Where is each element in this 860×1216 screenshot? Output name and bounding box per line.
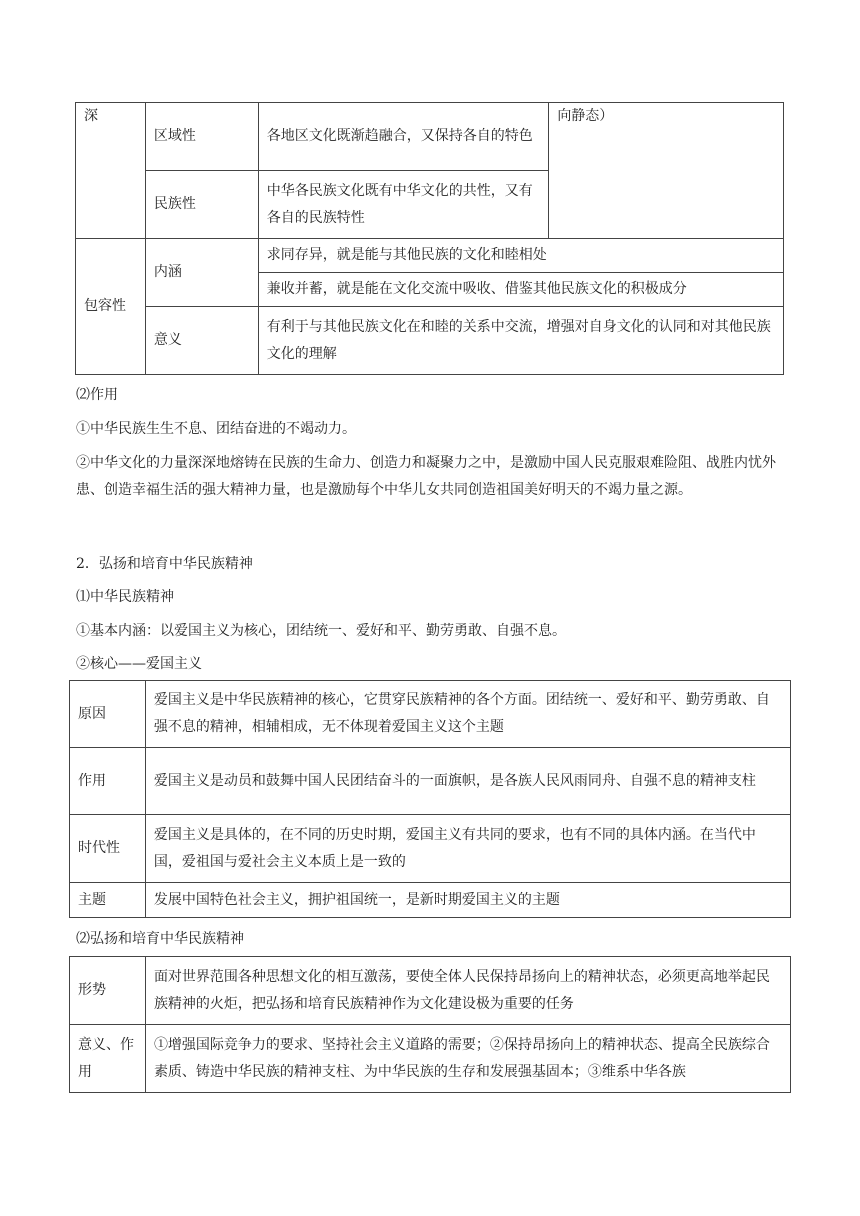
connotation-item-1: 求同存异，就是能与其他民族的文化和睦相处 — [258, 239, 783, 273]
row-text: 面对世界范围各种思想文化的相互激荡，要使全体人民保持昂扬向上的精神状态，必须更高地举起民族精神的火炬，把弘扬和培育民族精神作为文化建设极为重要的任务 — [145, 957, 790, 1025]
regional-text: 各地区文化既渐趋融合，又保持各自的特色 — [258, 103, 549, 171]
row-label: 形势 — [70, 957, 146, 1025]
row-text: 爱国主义是具体的，在不同的历史时期，爱国主义有共同的要求，也有不同的具体内涵。在当代中国，爱祖国与爱社会主义本质上是一致的 — [145, 815, 790, 883]
row-text: 发展中国特色社会主义，拥护祖国统一，是新时期爱国主义的主题 — [145, 883, 790, 918]
subheading-promote: ⑵弘扬和培育中华民族精神 — [76, 931, 244, 947]
subheading-national-spirit: ⑴中华民族精神 — [76, 589, 174, 605]
connotation-label: 内涵 — [145, 239, 258, 307]
row-text: 爱国主义是动员和鼓舞中国人民团结奋斗的一面旗帜，是各族人民风雨同舟、自强不息的精神支柱 — [145, 748, 790, 815]
meaning-text: 有利于与其他民族文化在和睦的关系中交流，增强对自身文化的认同和对其他民族文化的理解 — [258, 307, 783, 375]
ethnic-label: 民族性 — [145, 171, 258, 239]
inclusive-label: 包容性 — [76, 239, 146, 375]
paragraph-basic-connotation: ①基本内涵：以爱国主义为核心，团结统一、爱好和平、勤劳勇敢、自强不息。 — [76, 623, 566, 639]
paragraph-core-patriotism: ②核心——爱国主义 — [76, 656, 202, 672]
row-label: 作用 — [70, 748, 146, 815]
deep-cell — [76, 103, 146, 239]
ethnic-text: 中华各民族文化既有中华文化的共性，又有各自的民族特性 — [258, 171, 549, 239]
right-note-cell — [549, 103, 784, 239]
row-label: 时代性 — [70, 815, 146, 883]
heading-promote-spirit: 2．弘扬和培育中华民族精神 — [76, 556, 253, 572]
right-note-text: 向静态） — [557, 108, 614, 124]
deep-label: 深 — [84, 108, 98, 124]
section-heading-function: ⑵作用 — [76, 387, 118, 403]
meaning-label: 意义 — [145, 307, 258, 375]
promote-spirit-table — [69, 956, 791, 1093]
row-label: 意义、作用 — [70, 1025, 146, 1093]
culture-features-table — [75, 102, 784, 375]
paragraph-function-1: ①中华民族生生不息、团结奋进的不竭动力。 — [76, 421, 356, 437]
row-label: 原因 — [70, 681, 146, 748]
connotation-item-2: 兼收并蓄，就是能在文化交流中吸收、借鉴其他民族文化的积极成分 — [258, 273, 783, 307]
regional-label: 区域性 — [145, 103, 258, 171]
row-label: 主题 — [70, 883, 146, 918]
patriotism-table — [69, 680, 791, 918]
paragraph-function-2: ②中华文化的力量深深地熔铸在民族的生命力、创造力和凝聚力之中，是激励中国人民克服艰难险阻、战胜内忧外患、创造幸福生活的强大精神力量，也是激励每个中华儿女共同创造祖国美好明天的不竭力量之源。 — [76, 455, 776, 498]
row-text: 爱国主义是中华民族精神的核心，它贯穿民族精神的各个方面。团结统一、爱好和平、勤劳勇敢、自强不息的精神，相辅相成，无不体现着爱国主义这个主题 — [145, 681, 790, 748]
row-text: ①增强国际竞争力的要求、坚持社会主义道路的需要；②保持昂扬向上的精神状态、提高全民族综合素质、铸造中华民族的精神支柱、为中华民族的生存和发展强基固本；③维系中华各族 — [145, 1025, 790, 1093]
